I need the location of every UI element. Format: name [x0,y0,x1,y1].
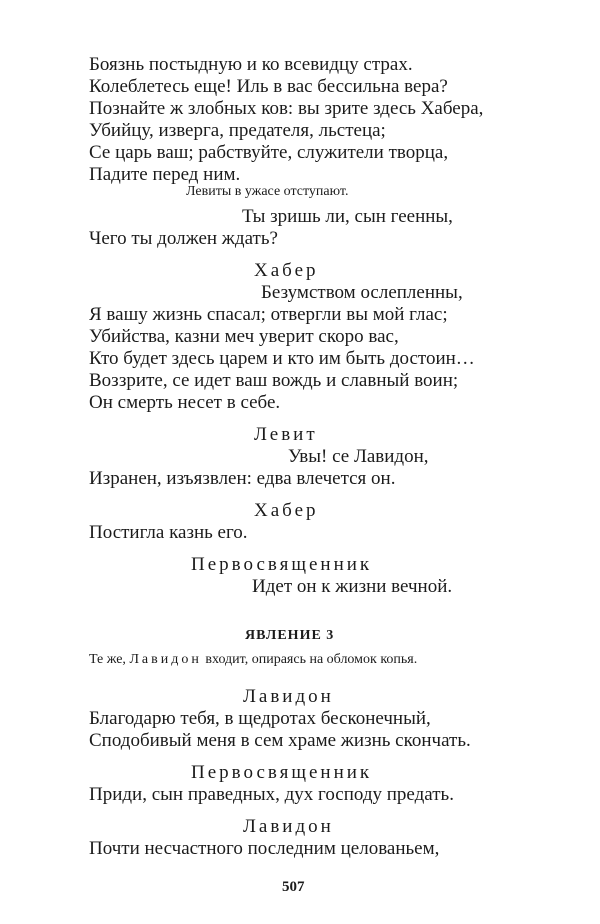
verse-line: Идет он к жизни вечной. [252,576,453,597]
verse-line: Воззрите, се идет ваш вождь и славный воин; [89,370,459,391]
verse-line: Безумством ослепленны, [261,282,463,303]
speaker-name: Лавидон [243,686,334,707]
stage-direction-character: Лавидон [129,652,202,667]
verse-line: Сподобивый меня в сем храме жизнь скончать. [89,730,471,751]
stage-direction: Левиты в ужасе отступают. [186,184,349,199]
verse-line: Благодарю тебя, в щедротах бесконечный, [89,708,431,729]
scene-heading: ЯВЛЕНИЕ 3 [245,628,335,643]
stage-direction-text: Те же, [89,652,130,667]
speaker-name: Лавидон [243,816,334,837]
verse-line: Убийства, казни меч уверит скоро вас, [89,326,399,347]
speaker-name: Хабер [254,500,319,521]
page-number: 507 [282,879,305,895]
speaker-name: Левит [254,424,318,445]
verse-line: Колеблетесь еще! Иль в вас бессильна вера? [89,76,448,97]
verse-line: Се царь ваш; рабствуйте, служители творца, [89,142,449,163]
verse-line: Приди, сын праведных, дух господу предать. [89,784,454,805]
speaker-name: Хабер [254,260,319,281]
speaker-name: Первосвященник [191,554,373,575]
verse-line: Изранен, изъязвлен: едва влечется он. [89,468,396,489]
verse-line: Я вашу жизнь спасал; отвергли вы мой глас; [89,304,448,325]
verse-line: Постигла казнь его. [89,522,248,543]
verse-line: Он смерть несет в себе. [89,392,281,413]
verse-line: Падите перед ним. [89,164,241,185]
stage-direction-text: входит, опираясь на обломок копья. [201,652,418,667]
verse-line: Увы! се Лавидон, [288,446,429,467]
verse-line: Познайте ж злобных ков: вы зрите здесь Хабера, [89,98,484,119]
stage-direction [89,651,417,669]
verse-line: Кто будет здесь царем и кто им быть достоин… [89,348,475,369]
verse-line: Почти несчастного последним целованьем, [89,838,440,859]
verse-line: Убийцу, изверга, предателя, льстеца; [89,120,386,141]
verse-line: Боязнь постыдную и ко всевидцу страх. [89,54,413,75]
verse-line: Чего ты должен ждать? [89,228,278,249]
verse-line: Ты зришь ли, сын геенны, [242,206,453,227]
speaker-name: Первосвященник [191,762,373,783]
